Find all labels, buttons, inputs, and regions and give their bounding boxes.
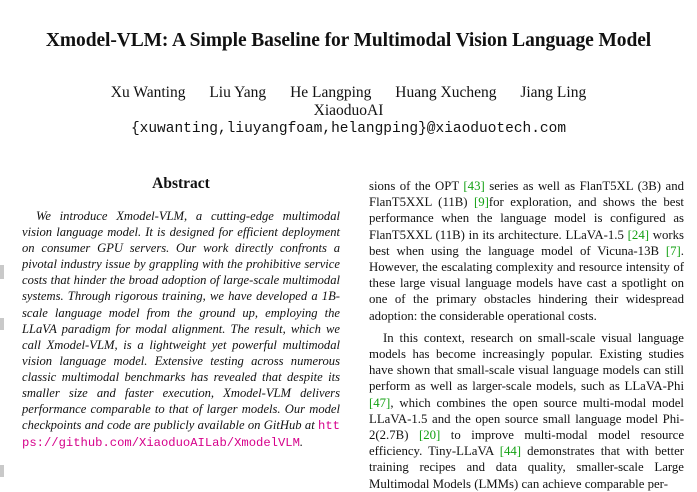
paragraph bbox=[369, 178, 684, 324]
abstract-body bbox=[22, 208, 340, 451]
author-name: Xu Wanting bbox=[110, 84, 186, 101]
text-run: In this context, research on small-scale visual language models has become increasingly popular. Existing studies have shown that small-scale visual language models can still perform as well as larger-scale models, such as LLaVA-Phi bbox=[369, 330, 684, 394]
citation-link[interactable]: [20] bbox=[418, 428, 441, 443]
text-run: for exploration, and shows the best performance when the language model is configured as FlanT5XXL (11B) in its architecture. LLaVA-1.5 bbox=[369, 195, 684, 242]
citation-link[interactable]: [7] bbox=[665, 243, 681, 258]
github-link[interactable]: https://github.com/XiaoduoAILab/XmodelVLM bbox=[22, 419, 340, 451]
author-name: Huang Xucheng bbox=[395, 84, 497, 101]
citation-link[interactable]: [43] bbox=[463, 179, 485, 193]
text-run: demonstrates that with better training recipes and data quality, smaller-scale Large Multimodal Models (LMMs) can achieve comparable per- bbox=[369, 444, 685, 491]
author-list bbox=[0, 83, 697, 102]
margin-mark bbox=[0, 318, 4, 330]
text-run: , which combines the open source multi-modal model LLaVA-1.5 and the open source small language model Phi-2(2.7B) bbox=[369, 395, 684, 443]
text-run: . However, the escalating complexity and resource intensity of these large visual language models have cast a spotlight on one of the primary obstacles hindering their widespread adoption: the considerable operational costs. bbox=[369, 243, 684, 323]
paper-title: Xmodel-VLM: A Simple Baseline for Multimodal Vision Language Model bbox=[45, 30, 652, 51]
text-run: to improve multi-modal model resource efficiency. Tiny-LLaVA bbox=[369, 428, 685, 459]
margin-mark bbox=[0, 265, 4, 279]
abstract-end: . bbox=[299, 435, 304, 450]
text-run: works best when using the language model of Vicuna-13B bbox=[369, 227, 685, 258]
text-run: series as well as FlanT5XL (3B) and FlanT5XXL (11B) bbox=[369, 179, 684, 210]
margin-mark bbox=[0, 465, 4, 477]
abstract-heading: Abstract bbox=[152, 175, 210, 192]
right-column bbox=[369, 178, 684, 492]
abstract-text: We introduce Xmodel-VLM, a cutting-edge multimodal vision language model. It is designed for efficient deployment on consumer GPU servers. Our work directly confronts a pivotal industry issue by grappling with the prohibitive service costs that hinder the broad adoption of large-scale multimodal systems. Through rigorous training, we have developed a 1B-scale language model from the ground up, employing the LLaVA paradigm for modal alignment. The result, which we call Xmodel-VLM, is a lightweight yet powerful multimodal vision language model. Extensive testing across numerous classic multimodal benchmarks has revealed that despite its smaller size and faster execution, Xmodel-VLM delivers performance comparable to that of larger models. Our model checkpoints and code are publicly available on GitHub at bbox=[22, 209, 340, 433]
citation-link[interactable]: [9] bbox=[473, 195, 489, 210]
affiliation: XiaoduoAI bbox=[313, 102, 384, 119]
author-name: He Langping bbox=[290, 84, 372, 101]
citation-link[interactable]: [47] bbox=[369, 395, 391, 410]
text-run: sions of the OPT bbox=[369, 179, 464, 193]
author-name: Jiang Ling bbox=[520, 84, 587, 101]
citation-link[interactable]: [44] bbox=[499, 444, 522, 459]
paragraph bbox=[369, 330, 684, 492]
author-name: Liu Yang bbox=[209, 84, 267, 101]
author-emails: {xuwanting,liuyangfoam,helangping}@xiaoduotech.com bbox=[130, 121, 567, 137]
citation-link[interactable]: [24] bbox=[627, 227, 649, 242]
